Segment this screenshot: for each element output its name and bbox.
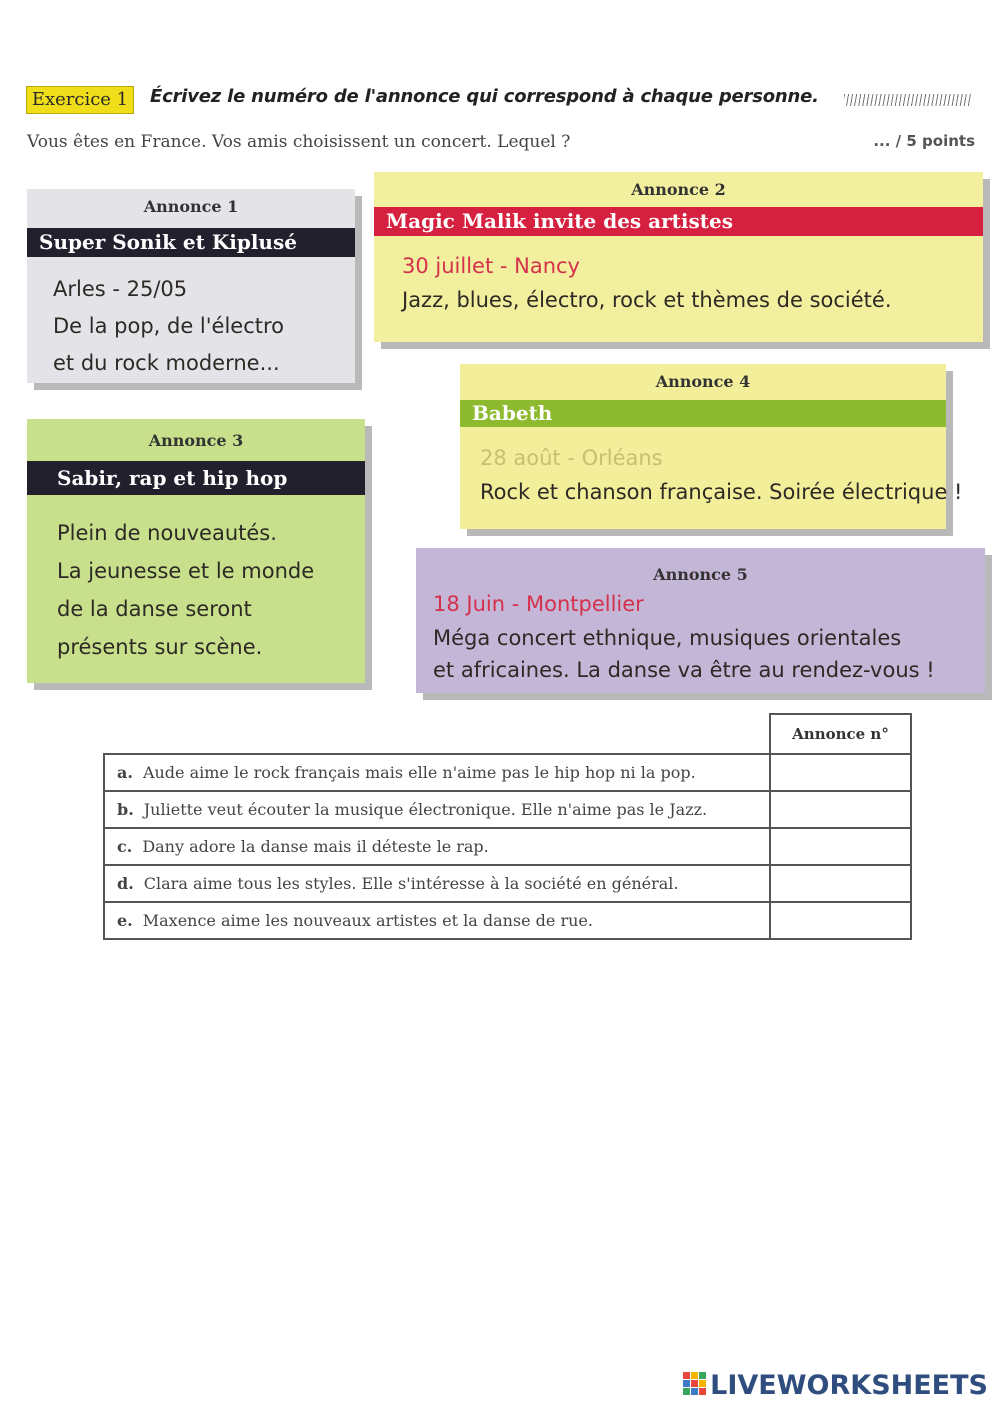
ad-date: 18 Juin - Montpellier (433, 592, 644, 616)
answer-cell[interactable] (770, 791, 911, 828)
ad-text-line: Plein de nouveautés. (57, 521, 277, 545)
ad-label: Annonce 1 (143, 197, 239, 216)
liveworksheets-logo (683, 1370, 988, 1401)
ad-text-line: Arles - 25/05 (53, 277, 188, 301)
question-letter: d. (117, 874, 134, 893)
table-row (104, 902, 911, 939)
ad-date: 28 août - Orléans (480, 446, 663, 470)
ad-label: Annonce 5 (653, 565, 748, 584)
ad-text-line: présents sur scène. (57, 635, 263, 659)
logo-text: LIVEWORKSHEETS (710, 1370, 988, 1401)
ad-text-line: La jeunesse et le monde (57, 559, 315, 583)
ad-card-3 (27, 419, 365, 683)
question-text: Dany adore la danse mais il déteste le rap. (142, 837, 489, 856)
intro-text: Vous êtes en France. Vos amis choisissent un concert. Lequel ? (27, 132, 571, 152)
ad-card-1 (27, 189, 355, 383)
question-letter: b. (117, 800, 134, 819)
table-row (104, 828, 911, 865)
ad-text-line: Rock et chanson française. Soirée électrique ! (480, 480, 963, 504)
table-row (104, 791, 911, 828)
points-label: ... / 5 points (873, 132, 975, 150)
ad-text-line: et du rock moderne... (53, 351, 280, 375)
table-header-row (104, 714, 911, 754)
ad-title-band: Babeth (460, 400, 946, 427)
ad-date: 30 juillet - Nancy (402, 254, 580, 278)
question-letter: e. (117, 911, 133, 930)
table-header-spacer (104, 714, 770, 754)
ad-card-2 (374, 172, 983, 342)
decorative-hatching (844, 94, 972, 106)
question-letter: a. (117, 763, 133, 782)
table-row (104, 865, 911, 902)
ad-text-line: De la pop, de l'électro (53, 314, 285, 338)
question-cell (104, 828, 770, 865)
ad-title-band: Super Sonik et Kiplusé (27, 228, 355, 257)
table-header-annonce: Annonce n° (770, 714, 911, 754)
ad-text-line: et africaines. La danse va être au rendez-vous ! (433, 658, 935, 682)
ad-label: Annonce 4 (655, 372, 751, 391)
ad-text-line: de la danse seront (57, 597, 252, 621)
ad-card-5 (416, 548, 985, 693)
question-text: Maxence aime les nouveaux artistes et la danse de rue. (142, 911, 593, 930)
question-cell (104, 754, 770, 791)
logo-icon (683, 1372, 707, 1396)
ad-title-band: Magic Malik invite des artistes (374, 207, 983, 236)
question-cell (104, 865, 770, 902)
answer-cell[interactable] (770, 754, 911, 791)
ad-text-line: Méga concert ethnique, musiques orientales (433, 626, 902, 650)
question-cell (104, 791, 770, 828)
table-row (104, 754, 911, 791)
ad-label: Annonce 2 (631, 180, 726, 199)
ad-text-line: Jazz, blues, électro, rock et thèmes de société. (402, 288, 892, 312)
question-text: Clara aime tous les styles. Elle s'intéresse à la société en général. (143, 874, 679, 893)
question-cell (104, 902, 770, 939)
answer-cell[interactable] (770, 902, 911, 939)
question-text: Juliette veut écouter la musique électronique. Elle n'aime pas le Jazz. (143, 800, 708, 819)
answer-cell[interactable] (770, 828, 911, 865)
ad-card-4 (460, 364, 963, 529)
ad-label: Annonce 3 (148, 431, 244, 450)
answer-table (103, 713, 912, 940)
question-text: Aude aime le rock français mais elle n'aime pas le hip hop ni la pop. (142, 763, 696, 782)
question-letter: c. (117, 837, 133, 856)
exercise-instruction: Écrivez le numéro de l'annonce qui correspond à chaque personne. (150, 86, 819, 107)
answer-cell[interactable] (770, 865, 911, 902)
exercise-badge: Exercice 1 (26, 86, 134, 114)
ad-title-band: Sabir, rap et hip hop (27, 461, 365, 495)
